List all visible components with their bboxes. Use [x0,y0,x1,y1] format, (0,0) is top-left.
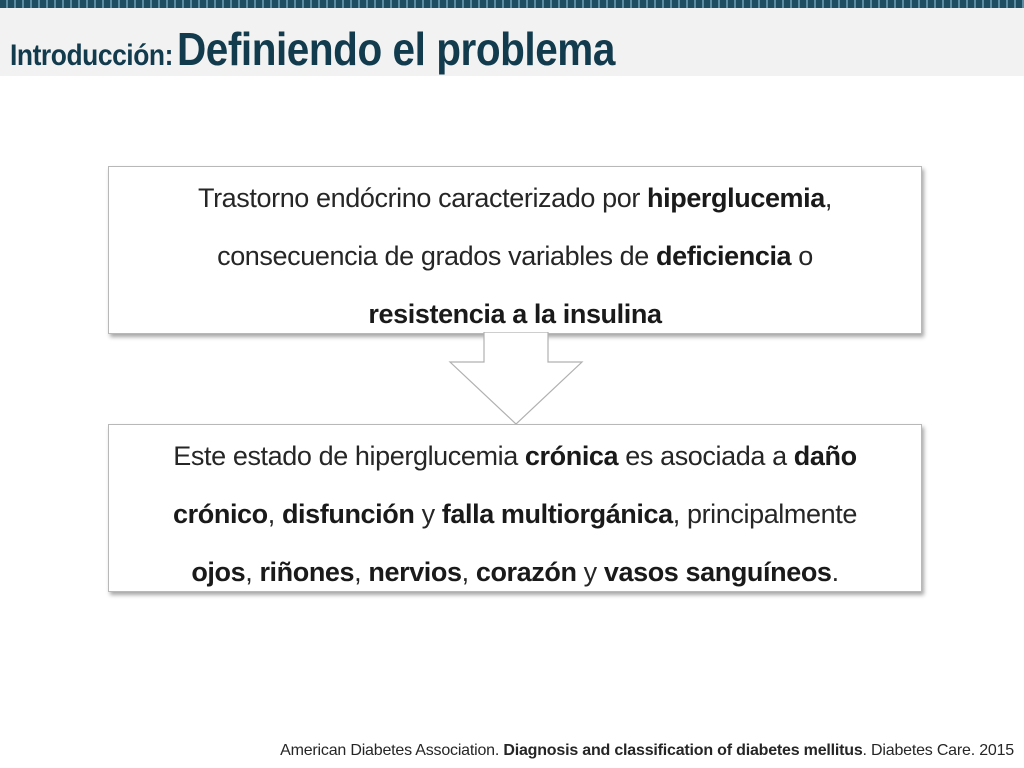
title-prefix: Introducción: [10,39,173,72]
text-span: Trastorno endócrino caracterizado por [197,183,648,213]
citation-title: Diagnosis and classification of diabetes mellitus [503,742,863,759]
text-span: , principalmente [672,499,857,529]
citation-source: . Diabetes Care. 2015 [862,742,1014,759]
text-span: consecuencia de grados variables de [217,241,656,271]
definition-line-1 [109,169,921,227]
bold-term: crónico [173,499,268,529]
page-title [10,22,675,76]
text-span: , [354,557,369,587]
bold-term: ojos [191,557,246,587]
text-span: Este estado de hiperglucemia [173,441,525,471]
citation-author: American Diabetes Association. [280,742,504,759]
consequence-line-1 [109,427,921,485]
text-span: y [414,499,442,529]
text-span: . [831,557,839,587]
bold-term: riñones [259,557,355,587]
bold-term: nervios [368,557,462,587]
text-span: , [267,499,282,529]
text-span: y [576,557,604,587]
citation [280,742,1014,760]
text-span: o [791,241,813,271]
text-span: es asociada a [618,441,794,471]
bold-term: deficiencia [656,241,792,271]
bold-term: crónica [524,441,619,471]
definition-box [108,166,922,334]
bold-term: resistencia a la insulina [368,299,662,329]
consequence-line-2 [109,485,921,543]
bold-term: disfunción [281,499,415,529]
title-bar [0,8,1024,76]
consequence-box [108,424,922,592]
text-span: , [824,183,832,213]
bold-term: corazón [475,557,577,587]
top-decorative-strip [0,0,1024,8]
consequence-line-3 [109,543,921,601]
bold-term: daño [793,441,857,471]
definition-line-2 [109,227,921,285]
bold-term: falla multiorgánica [441,499,673,529]
title-main: Definiendo el problema [177,23,616,75]
bold-term: hiperglucemia [647,183,825,213]
bold-term: vasos sanguíneos [603,557,832,587]
down-arrow-icon [448,332,584,426]
text-span: , [245,557,260,587]
text-span: , [461,557,476,587]
